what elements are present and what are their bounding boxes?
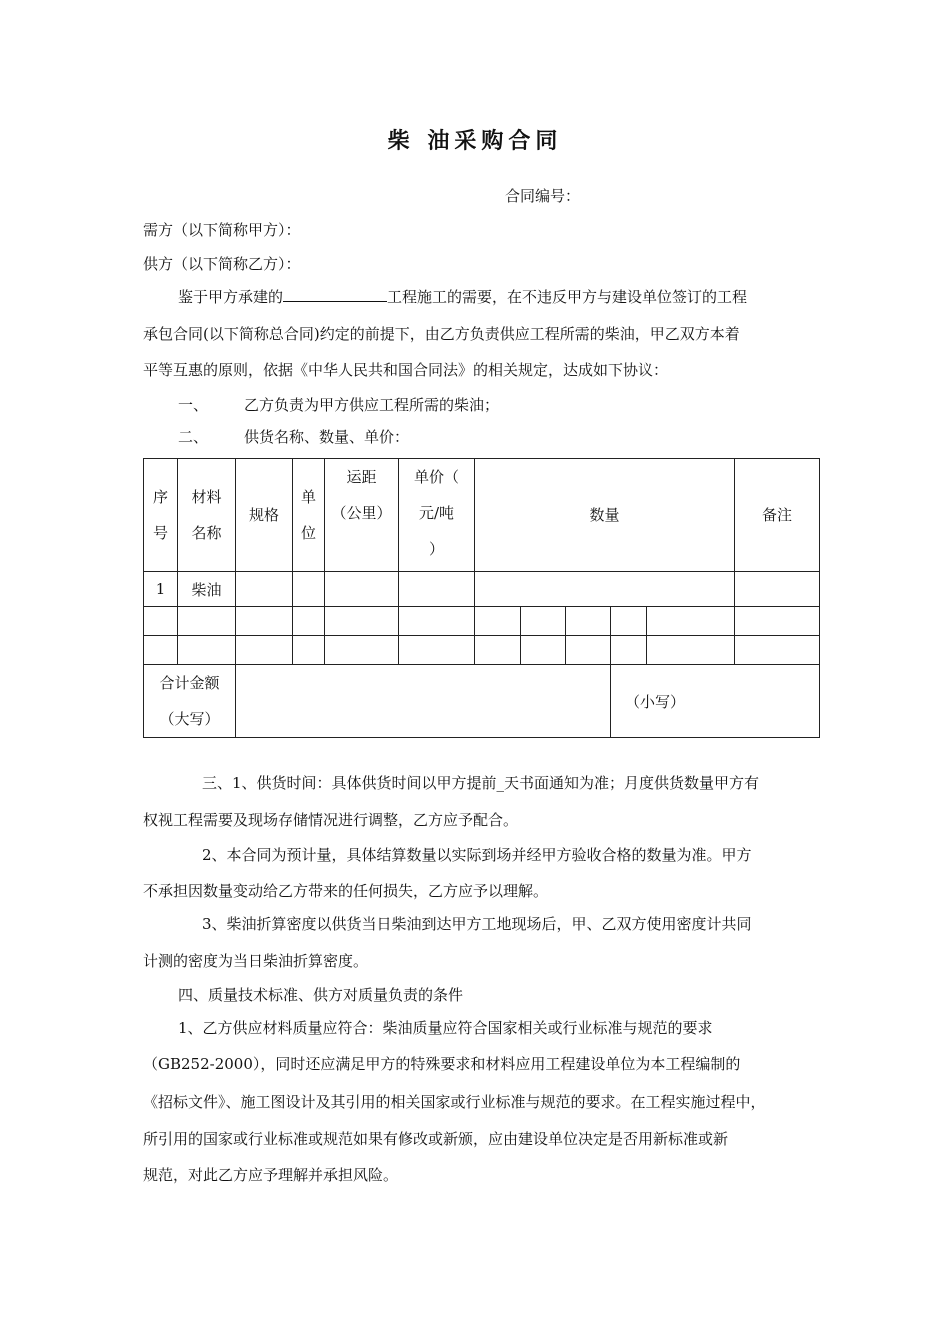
header-material: 材料 名称	[178, 459, 236, 572]
table-header-row	[144, 459, 820, 572]
clause-3-p3-line1: 3、柴油折算密度以供货当日柴油到达甲方工地现场后，甲、乙双方使用密度计共同	[202, 915, 752, 933]
clause-4-heading: 四、质量技术标准、供方对质量负责的条件	[178, 986, 464, 1004]
intro-line-2: 承包合同(以下简称总合同)约定的前提下，由乙方负责供应工程所需的柴油，甲乙双方本着	[143, 325, 740, 343]
table-row	[144, 572, 820, 607]
document-title: 柴 油采购合同	[387, 128, 563, 154]
clause-3-p1-line1: 三、1、供货时间：具体供货时间以甲方提前_天书面通知为准；月度供货数量甲方有	[202, 774, 760, 792]
clause-3-p2-line1: 2、本合同为预计量，具体结算数量以实际到场并经甲方验收合格的数量为准。甲方	[202, 846, 752, 864]
header-spec: 规格	[236, 459, 293, 572]
clause-3-p3-line2: 计测的密度为当日柴油折算密度。	[143, 952, 369, 970]
clause-3-p2-line2: 不承担因数量变动给乙方带来的任何损失，乙方应予以理解。	[143, 882, 549, 900]
intro-text-b: 工程施工的需要，在不违反甲方与建设单位签订的工程	[387, 288, 748, 306]
total-uppercase-cell[interactable]	[236, 665, 611, 738]
header-remark: 备注	[735, 459, 820, 572]
buyer-label: 需方（以下简称甲方）：	[143, 221, 301, 239]
clause-4-line3: 《招标文件》、施工图设计及其引用的相关国家或行业标准与规范的要求。在工程实施过程中，	[143, 1093, 766, 1111]
total-lowercase-cell[interactable]: （小写）	[611, 665, 820, 738]
clause-4-line1: 1、乙方供应材料质量应符合：柴油质量应符合国家相关或行业标准与规范的要求	[178, 1019, 713, 1037]
supplier-label: 供方（以下简称乙方）：	[143, 255, 301, 273]
header-seq: 序 号	[144, 459, 178, 572]
header-price: 单价（ 元/吨 ）	[399, 459, 475, 572]
header-quantity: 数量	[475, 459, 735, 572]
clause-4-line2: （GB252-2000），同时还应满足甲方的特殊要求和材料应用工程建设单位为本工程编制的	[143, 1055, 741, 1073]
clause-3-p1-line2: 权视工程需要及现场存储情况进行调整，乙方应予配合。	[143, 811, 519, 829]
project-name-blank[interactable]	[283, 287, 387, 302]
intro-line-3: 平等互惠的原则，依据《中华人民共和国合同法》的相关规定，达成如下协议：	[143, 361, 669, 379]
table-row	[144, 636, 820, 665]
header-unit: 单 位	[293, 459, 325, 572]
cell-material: 柴油	[178, 572, 236, 607]
table-total-row	[144, 665, 820, 738]
total-label: 合计金额 （大写）	[144, 665, 236, 738]
clause-4-line4: 所引用的国家或行业标准或规范如果有修改或新颁，应由建设单位决定是否用新标准或新	[143, 1130, 729, 1148]
clause-4-line5: 规范，对此乙方应予理解并承担风险。	[143, 1166, 399, 1184]
intro-text-a: 鉴于甲方承建的	[178, 288, 284, 306]
clause-2-text: 供货名称、数量、单价：	[244, 428, 410, 446]
intro-line-1	[178, 287, 747, 307]
contract-number-label: 合同编号：	[505, 187, 581, 205]
table-row	[144, 607, 820, 636]
clause-1-number: 一、	[178, 396, 209, 414]
header-distance: 运距 （公里）	[325, 459, 399, 572]
clause-2-number: 二、	[178, 428, 209, 446]
clause-1-text: 乙方负责为甲方供应工程所需的柴油；	[244, 396, 500, 414]
supply-table	[143, 458, 820, 738]
cell-seq: 1	[144, 572, 178, 607]
